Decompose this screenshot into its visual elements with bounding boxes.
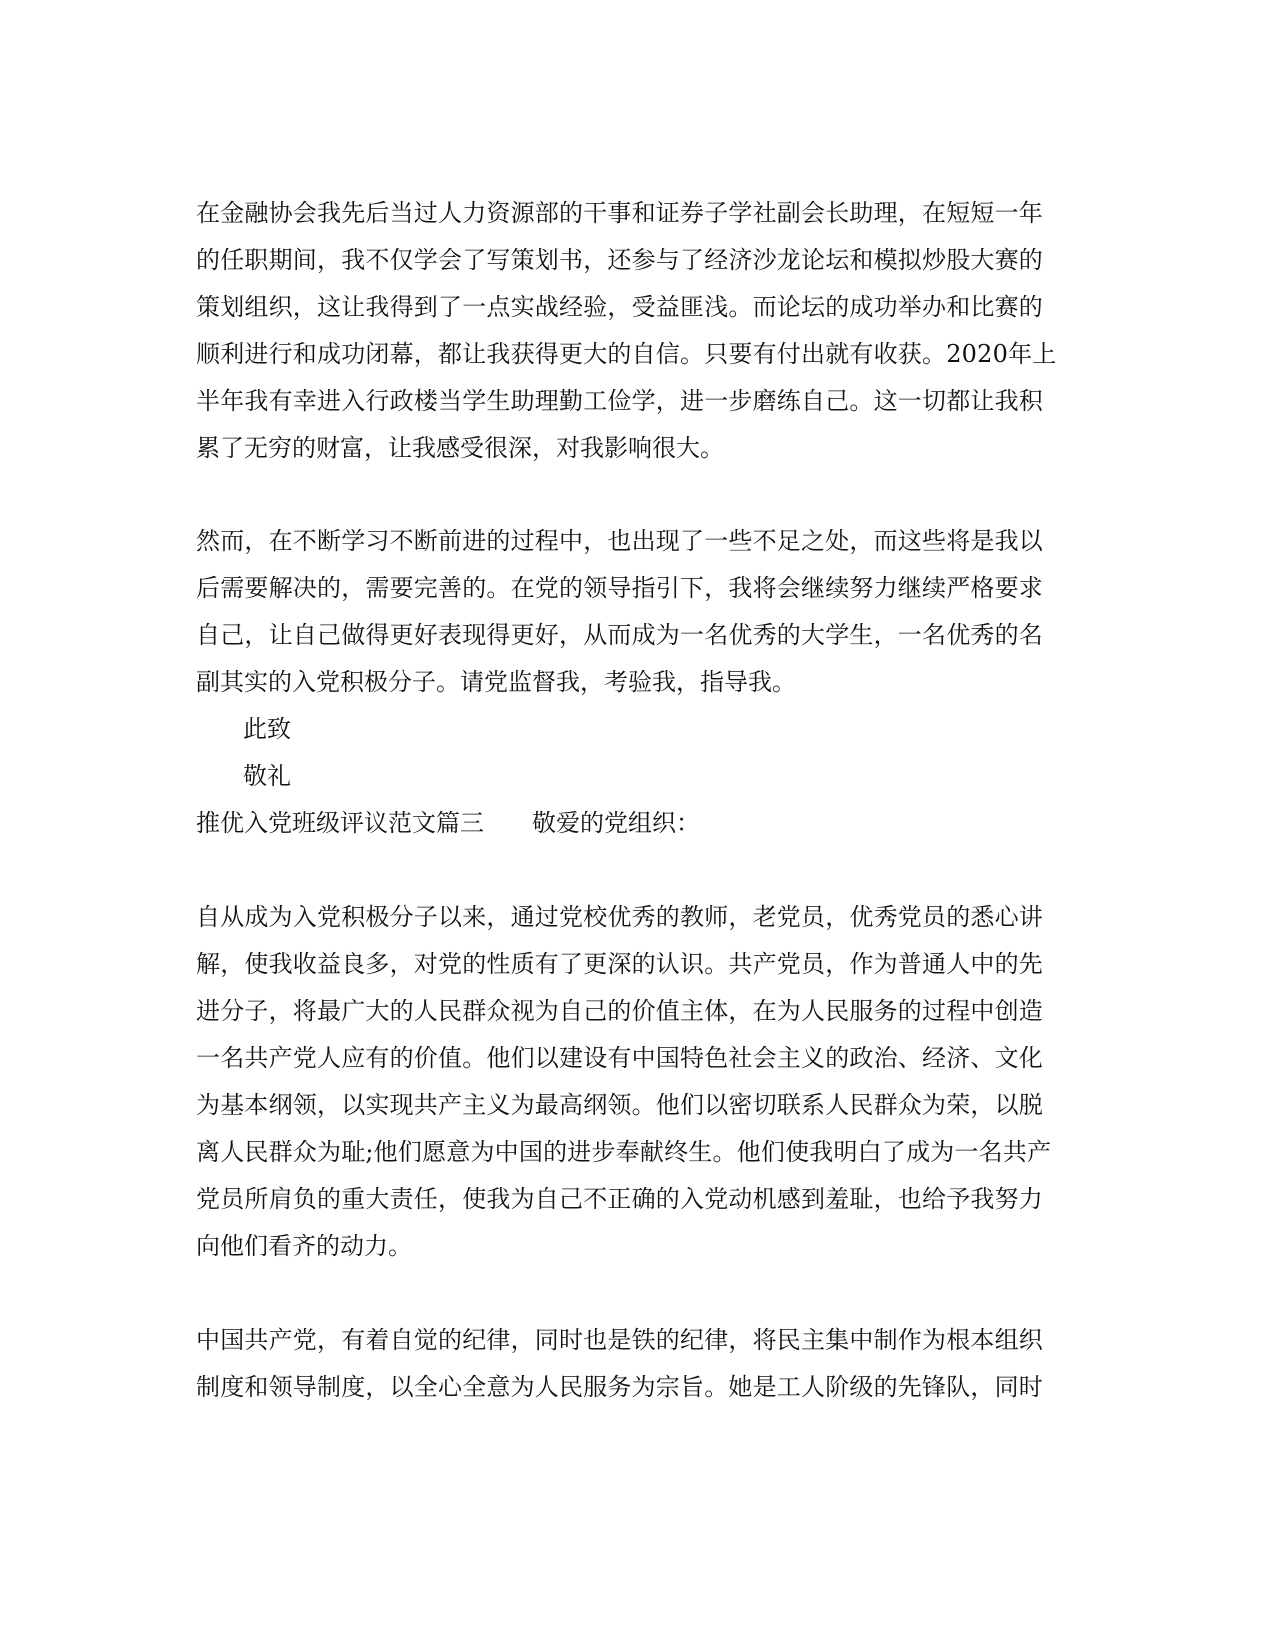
text-line: 自从成为入党积极分子以来，通过党校优秀的教师，老党员，优秀党员的悉心讲 [196,903,1043,931]
text-line: 离人民群众为耻;他们愿意为中国的进步奉献终生。他们使我明白了成为一名共产 [196,1138,1052,1166]
text-line: 策划组织，这让我得到了一点实战经验，受益匪浅。而论坛的成功举办和比赛的 [196,293,1043,321]
text-line: 半年我有幸进入行政楼当学生助理勤工俭学，进一步磨练自己。这一切都让我积 [196,387,1043,415]
closing-regards: 敬礼 [243,762,291,790]
text-line: 中国共产党，有着自觉的纪律，同时也是铁的纪律，将民主集中制作为根本组织 [196,1326,1043,1354]
text-line: 然而，在不断学习不断前进的过程中，也出现了一些不足之处，而这些将是我以 [196,527,1043,555]
text-line: 为基本纲领，以实现共产主义为最高纲领。他们以密切联系人民群众为荣，以脱 [196,1091,1043,1119]
text-line: 在金融协会我先后当过人力资源部的干事和证券子学社副会长助理，在短短一年 [196,199,1043,227]
section-heading: 推优入党班级评议范文篇三 敬爱的党组织： [196,809,700,837]
text-line: 解，使我收益良多，对党的性质有了更深的认识。共产党员，作为普通人中的先 [196,950,1043,978]
text-line: 后需要解决的，需要完善的。在党的领导指引下，我将会继续努力继续严格要求 [196,574,1043,602]
text-line: 一名共产党人应有的价值。他们以建设有中国特色社会主义的政治、经济、文化 [196,1044,1043,1072]
text-line: 的任职期间，我不仅学会了写策划书，还参与了经济沙龙论坛和模拟炒股大赛的 [196,246,1043,274]
closing-salutation: 此致 [243,715,291,743]
text-line: 向他们看齐的动力。 [196,1232,412,1260]
text-line: 党员所肩负的重大责任，使我为自己不正确的入党动机感到羞耻，也给予我努力 [196,1185,1043,1213]
text-line: 副其实的入党积极分子。请党监督我，考验我，指导我。 [196,668,796,696]
text-line: 自己，让自己做得更好表现得更好，从而成为一名优秀的大学生，一名优秀的名 [196,621,1043,649]
text-line: 制度和领导制度，以全心全意为人民服务为宗旨。她是工人阶级的先锋队，同时 [196,1373,1043,1401]
text-line: 顺利进行和成功闭幕，都让我获得更大的自信。只要有付出就有收获。2020年上 [196,340,1057,368]
text-line: 进分子，将最广大的人民群众视为自己的价值主体，在为人民服务的过程中创造 [196,997,1043,1025]
text-line: 累了无穷的财富，让我感受很深，对我影响很大。 [196,434,724,462]
